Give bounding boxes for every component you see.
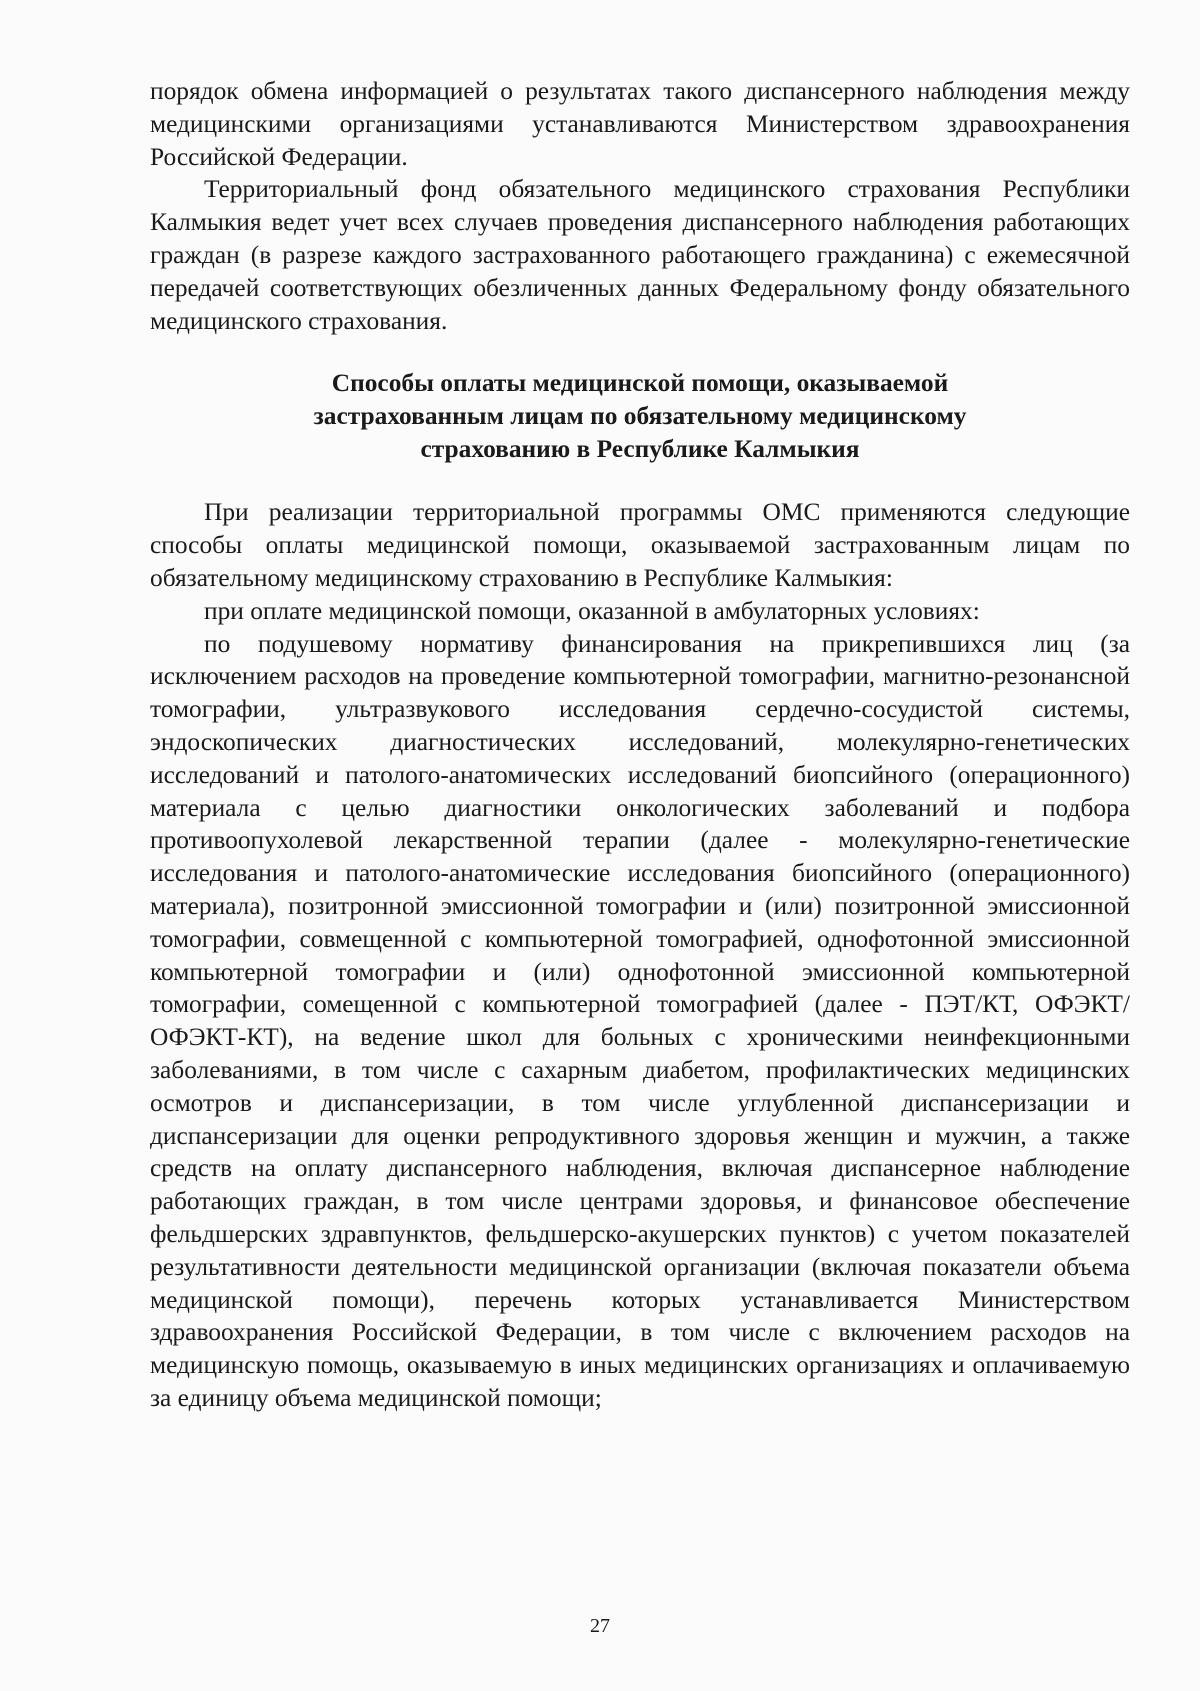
paragraph-continuation: порядок обмена информацией о результатах такого диспансерного наблюдения между медицинскими организациями устанавливаются Министерством здравоохранения Российской Федерации. [150,77,1130,171]
section-heading-line: застрахованным лицам по обязательному медицинскому [313,402,967,431]
paragraph-payment-methods-intro: При реализации территориальной программы ОМС применяются следующие способы оплаты медицинской помощи, оказываемой застрахованным лицам по обязательному медицинскому страхованию в Республике Калмыкия: [150,498,1130,592]
page-number: 27 [590,1615,610,1637]
document-body [150,75,1130,1415]
section-heading [150,367,1130,466]
paragraph-per-capita-standard: по подушевому нормативу финансирования на прикрепившихся лиц (за исключением расходов на проведение компьютерной томографии, магнитно-резонансной томографии, ультразвукового исследования сердечно-сосудистой системы, эндоскопических диагностических исследований, молекулярно-генетических исследований и патолого-анатомических исследований биопсийного (операционного) материала с целью диагностики онкологических заболеваний и подбора противоопухолевой лекарственной терапии (далее - молекулярно-генетические исследования и патолого-анатомические исследования биопсийного (операционного) материала), позитронной эмиссионной томографии и (или) позитронной эмиссионной томографии, совмещенной с компьютерной томографией, однофотонной эмиссионной компьютерной томографии и (или) однофотонной эмиссионной компьютерной томографии, сомещенной с компьютерной томографией (далее - ПЭТ/КТ, ОФЭКТ/ОФЭКТ-КТ), на ведение школ для больных с хроническими неинфекционными заболеваниями, в том числе с сахарным диабетом, профилактических медицинских осмотров и диспансеризации, в том числе углубленной диспансеризации и диспансеризации для оценки репродуктивного здоровья женщин и мужчин, а также средств на оплату диспансерного наблюдения, включая диспансерное наблюдение работающих граждан, в том числе центрами здоровья, и финансовое обеспечение фельдшерских здравпунктов, фельдшерско-акушерских пунктов) с учетом показателей результативности деятельности медицинской организации (включая показатели объема медицинской помощи), перечень которых устанавливается Министерством здравоохранения Российской Федерации, в том числе с включением расходов на медицинскую помощь, оказываемую в иных медицинских организациях и оплачиваемую за единицу объема медицинской помощи; [150,629,1130,1412]
paragraph-tfoms-accounting: Территориальный фонд обязательного медицинского страхования Республики Калмыкия ведет учет всех случаев проведения диспансерного наблюдения работающих граждан (в разрезе каждого застрахованного работающего гражданина) с ежемесячной передачей соответствующих обезличенных данных Федеральному фонду обязательного медицинского страхования. [150,175,1130,335]
paragraph-outpatient-payment: при оплате медицинской помощи, оказанной в амбулаторных условиях: [204,596,980,625]
section-heading-line: страхованию в Республике Калмыкия [420,435,860,464]
section-heading-line: Способы оплаты медицинской помощи, оказываемой [331,369,949,398]
